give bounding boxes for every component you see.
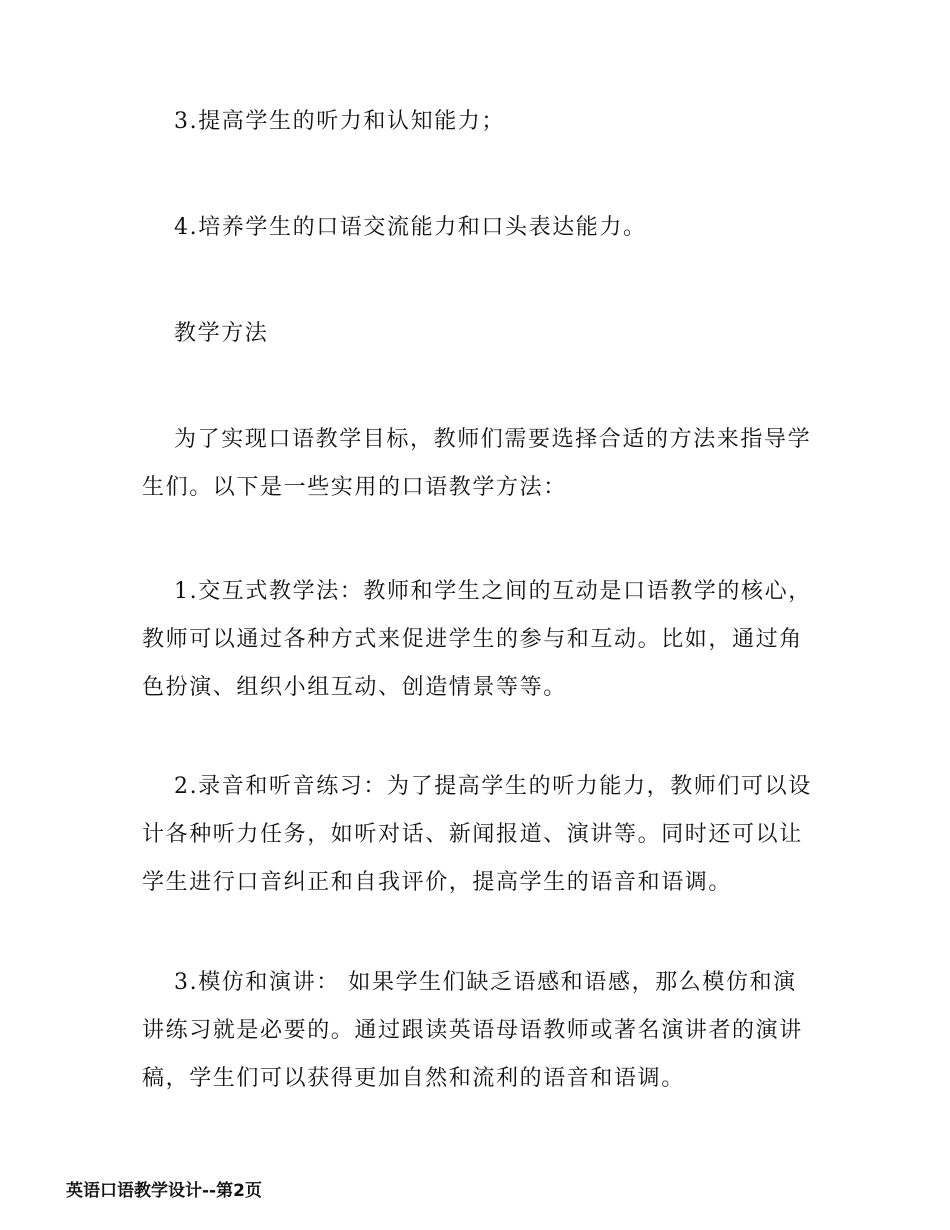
method-listening-paragraph: 2.录音和听音练习：为了提高学生的听力能力，教师们可以设计各种听力任务，如听对话、新闻报道、演讲等。同时还可以让学生进行口音纠正和自我评价，提高学生的语音和语调。 bbox=[142, 774, 812, 895]
methods-intro-paragraph: 为了实现口语教学目标，教师们需要选择合适的方法来指导学生们。以下是一些实用的口语教学方法： bbox=[142, 427, 812, 500]
page-footer: 英语口语教学设计--第2页 bbox=[66, 1181, 262, 1201]
method-imitation-paragraph: 3.模仿和演讲： 如果学生们缺乏语感和语感，那么模仿和演讲练习就是必要的。通过跟读英语母语教师或著名演讲者的演讲稿，学生们可以获得更加自然和流利的语音和语调。 bbox=[142, 970, 803, 1091]
section-heading-teaching-methods: 教学方法 bbox=[174, 321, 269, 346]
goal-item-3: 3.提高学生的听力和认知能力； bbox=[174, 109, 505, 134]
goal-item-4: 4.培养学生的口语交流能力和口头表达能力。 bbox=[174, 215, 647, 240]
method-interactive-paragraph: 1.交互式教学法：教师和学生之间的互动是口语教学的核心，教师可以通过各种方式来促进学生的参与和互动。比如，通过角色扮演、组织小组互动、创造情景等等。 bbox=[142, 579, 812, 700]
